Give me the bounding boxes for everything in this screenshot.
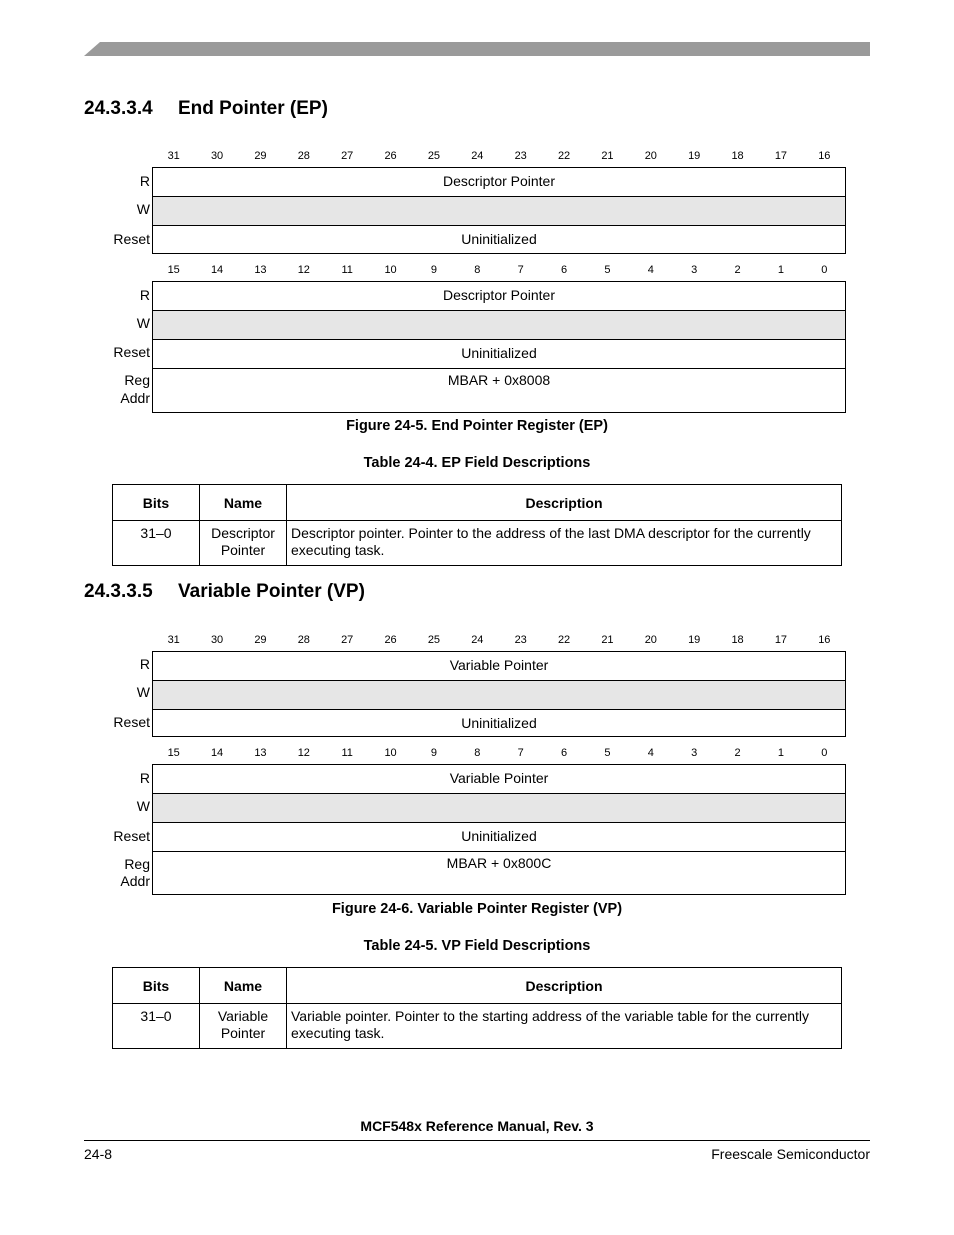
register-upper-half bbox=[152, 167, 846, 254]
bit-number: 21 bbox=[601, 634, 614, 646]
bit-number: 25 bbox=[427, 634, 441, 646]
bit-numbers-lower bbox=[152, 747, 846, 761]
name-line-2: Pointer bbox=[220, 1025, 266, 1041]
bit-number: 15 bbox=[167, 264, 180, 276]
bit-numbers-lower bbox=[152, 264, 846, 278]
figure-caption: Figure 24-6. Variable Pointer Register (VP) bbox=[331, 901, 623, 917]
write-field bbox=[153, 794, 845, 823]
bit-number: 0 bbox=[821, 747, 828, 759]
bit-number: 8 bbox=[474, 747, 481, 759]
bit-number: 8 bbox=[474, 264, 481, 276]
row-label-w: W bbox=[136, 684, 150, 700]
table-row bbox=[113, 521, 842, 566]
reset-field: Uninitialized bbox=[461, 715, 537, 731]
row-label-reset: Reset bbox=[113, 714, 150, 730]
section-title: End Pointer (EP) bbox=[178, 98, 328, 119]
bit-number: 20 bbox=[644, 150, 657, 162]
bit-number: 6 bbox=[561, 264, 568, 276]
bit-number: 27 bbox=[341, 634, 354, 646]
write-field bbox=[153, 681, 845, 710]
bit-number: 26 bbox=[384, 634, 397, 646]
row-label-addr: Addr bbox=[120, 390, 150, 406]
bit-number: 25 bbox=[427, 150, 441, 162]
bit-number: 21 bbox=[601, 150, 614, 162]
bit-number: 22 bbox=[557, 150, 571, 162]
bit-number: 12 bbox=[297, 747, 310, 759]
reg-addr-field: MBAR + 0x8008 bbox=[447, 372, 551, 388]
footer-page-number: 24-8 bbox=[84, 1146, 113, 1162]
bit-number: 10 bbox=[384, 747, 397, 759]
bit-numbers-upper bbox=[152, 634, 846, 648]
bit-number: 10 bbox=[384, 264, 397, 276]
bit-number: 11 bbox=[341, 264, 353, 276]
read-field: Descriptor Pointer bbox=[153, 168, 845, 197]
bit-number: 9 bbox=[430, 747, 437, 759]
bit-number: 6 bbox=[561, 747, 568, 759]
row-label-r: R bbox=[139, 287, 150, 303]
reg-addr-field: MBAR + 0x800C bbox=[446, 855, 552, 871]
table-caption: Table 24-5. VP Field Descriptions bbox=[363, 938, 591, 954]
register-lower-half bbox=[152, 764, 846, 895]
field-descriptions-table-ep bbox=[112, 484, 842, 566]
bit-number: 0 bbox=[821, 264, 828, 276]
read-field: Descriptor Pointer bbox=[153, 282, 845, 311]
bit-number: 9 bbox=[430, 264, 437, 276]
bit-number: 31 bbox=[167, 150, 180, 162]
cell-bits: 31–0 bbox=[113, 521, 200, 566]
name-line-1: Variable bbox=[217, 1008, 269, 1024]
bit-number: 26 bbox=[384, 150, 397, 162]
bit-number: 13 bbox=[254, 264, 267, 276]
bit-number: 17 bbox=[774, 634, 788, 646]
footer-company: Freescale Semiconductor bbox=[711, 1146, 870, 1162]
cell-description: Variable pointer. Pointer to the starting address of the variable table for the currently executing task. bbox=[287, 1004, 842, 1049]
bit-number: 4 bbox=[647, 747, 654, 759]
section-heading-vp bbox=[84, 581, 365, 603]
header-name: Name bbox=[200, 485, 287, 521]
read-field: Variable Pointer bbox=[153, 652, 845, 681]
bit-number: 31 bbox=[167, 634, 180, 646]
bit-number: 16 bbox=[818, 150, 831, 162]
header-bits: Bits bbox=[113, 485, 200, 521]
bit-number: 13 bbox=[254, 747, 267, 759]
bit-number: 18 bbox=[731, 150, 744, 162]
row-label-reset: Reset bbox=[113, 231, 150, 247]
bit-number: 3 bbox=[691, 264, 698, 276]
footer-manual-title: MCF548x Reference Manual, Rev. 3 bbox=[360, 1118, 594, 1134]
bit-number: 29 bbox=[254, 634, 267, 646]
name-line-1: Descriptor bbox=[211, 525, 275, 541]
bit-number: 30 bbox=[210, 150, 224, 162]
write-field bbox=[153, 311, 845, 340]
bit-number: 19 bbox=[688, 150, 701, 162]
table-header-row bbox=[113, 968, 842, 1004]
cell-name bbox=[200, 1004, 287, 1049]
bit-number: 23 bbox=[514, 150, 527, 162]
register-lower-half bbox=[152, 281, 846, 413]
bit-number: 19 bbox=[688, 634, 701, 646]
table-caption: Table 24-4. EP Field Descriptions bbox=[363, 455, 591, 471]
bit-number: 14 bbox=[210, 264, 224, 276]
bit-number: 7 bbox=[517, 264, 524, 276]
bit-number: 23 bbox=[514, 634, 527, 646]
bit-number: 15 bbox=[167, 747, 180, 759]
section-number: 24.3.3.5 bbox=[84, 581, 153, 602]
row-label-reg: Reg bbox=[124, 856, 150, 872]
name-line-2: Pointer bbox=[220, 542, 266, 558]
bit-number: 27 bbox=[341, 150, 354, 162]
reset-field: Uninitialized bbox=[153, 340, 845, 369]
header-bits: Bits bbox=[113, 968, 200, 1004]
field-descriptions-table-vp bbox=[112, 967, 842, 1049]
row-label-w: W bbox=[136, 315, 150, 331]
section-title: Variable Pointer (VP) bbox=[178, 581, 365, 602]
bit-number: 28 bbox=[297, 634, 310, 646]
row-label-reset: Reset bbox=[113, 344, 150, 360]
bit-number: 18 bbox=[731, 634, 744, 646]
row-label-addr: Addr bbox=[120, 873, 150, 889]
row-label-r: R bbox=[139, 770, 150, 786]
bit-number: 12 bbox=[297, 264, 310, 276]
bit-number: 24 bbox=[471, 634, 484, 646]
reset-field: Uninitialized bbox=[153, 823, 845, 852]
bit-number: 5 bbox=[604, 747, 611, 759]
bit-number: 28 bbox=[297, 150, 310, 162]
bit-number: 5 bbox=[604, 264, 611, 276]
section-heading-ep bbox=[84, 98, 328, 120]
table-header-row bbox=[113, 485, 842, 521]
bit-number: 14 bbox=[210, 747, 224, 759]
bit-number: 17 bbox=[774, 150, 788, 162]
bit-number: 3 bbox=[691, 747, 698, 759]
bit-number: 11 bbox=[341, 747, 353, 759]
cell-name bbox=[200, 521, 287, 566]
register-upper-half bbox=[152, 651, 846, 737]
header-description: Description bbox=[287, 485, 842, 521]
figure-caption: Figure 24-5. End Pointer Register (EP) bbox=[346, 418, 608, 434]
bit-number: 30 bbox=[210, 634, 224, 646]
header-bar bbox=[84, 42, 870, 56]
bit-number: 22 bbox=[557, 634, 571, 646]
bit-number: 2 bbox=[734, 747, 741, 759]
bit-number: 7 bbox=[517, 747, 524, 759]
bit-number: 1 bbox=[777, 747, 784, 759]
cell-description: Descriptor pointer. Pointer to the address of the last DMA descriptor for the currently executing task. bbox=[287, 521, 842, 566]
bit-number: 2 bbox=[734, 264, 741, 276]
footer-divider bbox=[84, 1140, 870, 1141]
bit-number: 24 bbox=[471, 150, 484, 162]
header-name: Name bbox=[200, 968, 287, 1004]
row-label-reset: Reset bbox=[113, 828, 150, 844]
section-number: 24.3.3.4 bbox=[84, 98, 153, 119]
bit-number: 4 bbox=[647, 264, 654, 276]
read-field: Variable Pointer bbox=[153, 765, 845, 794]
bit-numbers-upper bbox=[152, 150, 846, 164]
row-label-r: R bbox=[139, 656, 150, 672]
table-row bbox=[113, 1004, 842, 1049]
row-label-reg: Reg bbox=[124, 372, 150, 388]
reset-field: Uninitialized bbox=[461, 231, 537, 247]
bit-number: 16 bbox=[818, 634, 831, 646]
row-label-w: W bbox=[136, 798, 150, 814]
bit-number: 1 bbox=[777, 264, 784, 276]
header-description: Description bbox=[287, 968, 842, 1004]
cell-bits: 31–0 bbox=[113, 1004, 200, 1049]
bit-number: 20 bbox=[644, 634, 657, 646]
bit-number: 29 bbox=[254, 150, 267, 162]
row-label-r: R bbox=[139, 173, 150, 189]
write-field bbox=[153, 197, 845, 226]
row-label-w: W bbox=[136, 201, 150, 217]
